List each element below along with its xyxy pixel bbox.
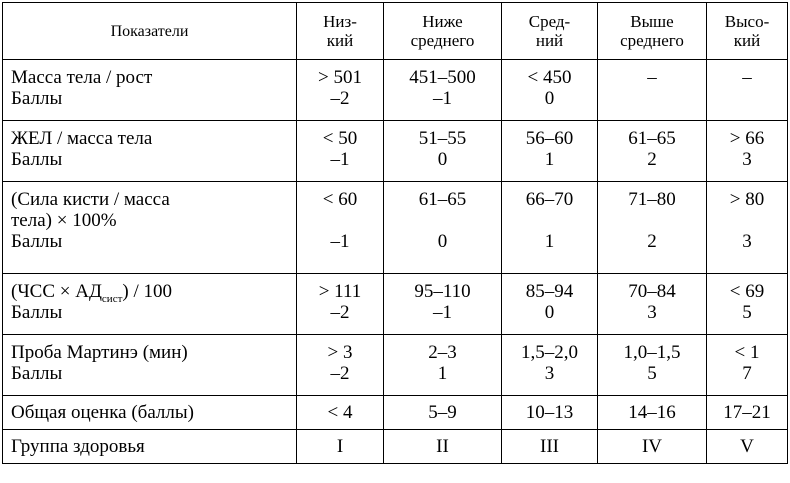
row-label: Общая оценка (баллы) [3,396,297,430]
value-cell-below: 61–65 0 [384,182,502,274]
table-row [3,274,788,335]
value-cell-low: < 4 [297,396,384,430]
value-cell-high: > 80 3 [707,182,788,274]
value-cell-high: 17–21 [707,396,788,430]
value-cell-low: > 501 –2 [297,60,384,121]
value-cell-below: 5–9 [384,396,502,430]
health-assessment-table [2,2,788,464]
header-below-average: Ниже среднего [384,3,502,60]
value-cell-high: < 1 7 [707,335,788,396]
row-label: ЖЕЛ / масса тела Баллы [3,121,297,182]
value-cell-above: 14–16 [598,396,707,430]
value-cell-low: I [297,430,384,464]
row-label: $(ЧСС \times АД_{сист}) / 100$ Баллы [3,274,297,335]
header-low: Низ- кий [297,3,384,60]
value-cell-average: < 450 0 [502,60,598,121]
value-cell-low: > 3 –2 [297,335,384,396]
header-above-average: Выше среднего [598,3,707,60]
table-row [3,430,788,464]
value-cell-below: 2–3 1 [384,335,502,396]
value-cell-average: 1,5–2,0 3 [502,335,598,396]
value-cell-below: II [384,430,502,464]
value-cell-above: IV [598,430,707,464]
row-label: Масса тела / рост Баллы [3,60,297,121]
value-cell-average: 56–60 1 [502,121,598,182]
value-cell-low: < 60 –1 [297,182,384,274]
value-cell-above: 61–65 2 [598,121,707,182]
value-cell-above: 71–80 2 [598,182,707,274]
table-row [3,396,788,430]
value-cell-above: – [598,60,707,121]
value-cell-low: > 111 –2 [297,274,384,335]
value-cell-average: 85–94 0 [502,274,598,335]
value-cell-above: 70–84 3 [598,274,707,335]
value-cell-high: – [707,60,788,121]
value-cell-above: 1,0–1,5 5 [598,335,707,396]
header-high: Высо- кий [707,3,788,60]
value-cell-below: 451–500 –1 [384,60,502,121]
value-cell-below: 51–55 0 [384,121,502,182]
header-indicators: Показатели [3,3,297,60]
value-cell-average: 10–13 [502,396,598,430]
row-label: Группа здоровья [3,430,297,464]
header-average: Сред- ний [502,3,598,60]
row-label: (Сила кисти / масса тела) × 100% Баллы [3,182,297,274]
table-row [3,60,788,121]
value-cell-high: < 69 5 [707,274,788,335]
value-cell-low: < 50 –1 [297,121,384,182]
value-cell-high: V [707,430,788,464]
value-cell-high: > 66 3 [707,121,788,182]
header-row [3,3,788,60]
value-cell-average: 66–70 1 [502,182,598,274]
table-row [3,121,788,182]
value-cell-below: 95–110 –1 [384,274,502,335]
value-cell-average: III [502,430,598,464]
table-row [3,335,788,396]
table-row [3,182,788,274]
row-label: Проба Мартинэ (мин) Баллы [3,335,297,396]
